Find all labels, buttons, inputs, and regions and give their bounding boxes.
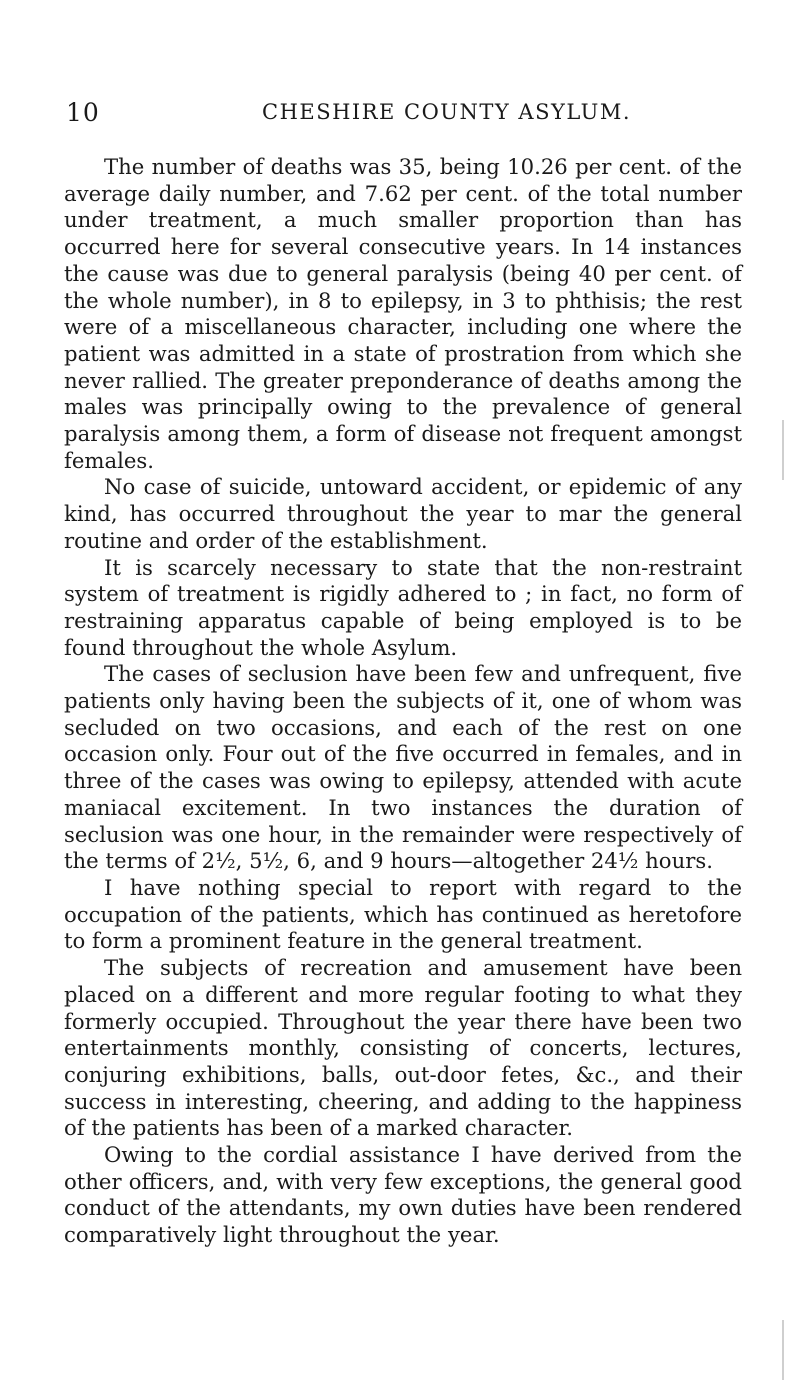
body-text xyxy=(64,154,742,1249)
paragraph-recreation: The subjects of recreation and amusement have been placed on a different and more regular footing to what they formerly occupied. Throughout the year there have been two entertainments monthly, consisting of concerts, lectures, conjuring exhibitions, balls, out-door fetes, &c., and their success in interesting, cheering, and adding to the happiness of the patients has been of a marked character. xyxy=(64,955,742,1141)
paragraph-non-restraint: It is scarcely necessary to state that the non-restraint system of treatment is rigidly adhered to ; in fact, no form of restraining apparatus capable of being employed is to be found throughout the whole Asylum. xyxy=(64,554,742,660)
paragraph-seclusion: The cases of seclusion have been few and unfrequent, five patients only having been the subjects of it, one of whom was secluded on two occasions, and each of the rest on one occasion only. Four out of the five occurred in females, and in three of the cases was owing to epilepsy, attended with acute maniacal excitement. In two instances the duration of seclusion was one hour, in the remainder were respectively of the terms of 2½, 5½, 6, and 9 hours—altogether 24½ hours. xyxy=(64,661,742,874)
running-head: CHESHIRE COUNTY ASYLUM. xyxy=(262,100,632,124)
page-header xyxy=(66,98,746,130)
paragraph-no-suicide: No case of suicide, untoward accident, or epidemic of any kind, has occurred throughout the year to mar the general routine and order of the establishment. xyxy=(64,474,742,553)
page-edge-mark xyxy=(782,420,784,480)
page-number: 10 xyxy=(66,98,100,127)
paragraph-acknowledgement: Owing to the cordial assistance I have derived from the other officers, and, with very few exceptions, the general good conduct of the attendants, my own duties have been rendered comparatively light throughout the year. xyxy=(64,1142,742,1248)
paragraph-deaths: The number of deaths was 35, being 10.26 per cent. of the average daily number, and 7.62 per cent. of the total number under treatment, a much smaller proportion than has occurred here for several consecutive years. In 14 instances the cause was due to general paralysis (being 40 per cent. of the whole number), in 8 to epilepsy, in 3 to phthisis; the rest were of a miscellaneous character, including one where the patient was admitted in a state of prostration from which she never rallied. The greater preponderance of deaths among the males was principally owing to the prevalence of general paralysis among them, a form of disease not frequent amongst females. xyxy=(64,154,742,473)
paragraph-occupation: I have nothing special to report with regard to the occupation of the patients, which has continued as heretofore to form a prominent feature in the general treatment. xyxy=(64,874,742,954)
page-edge-mark xyxy=(782,1320,784,1380)
